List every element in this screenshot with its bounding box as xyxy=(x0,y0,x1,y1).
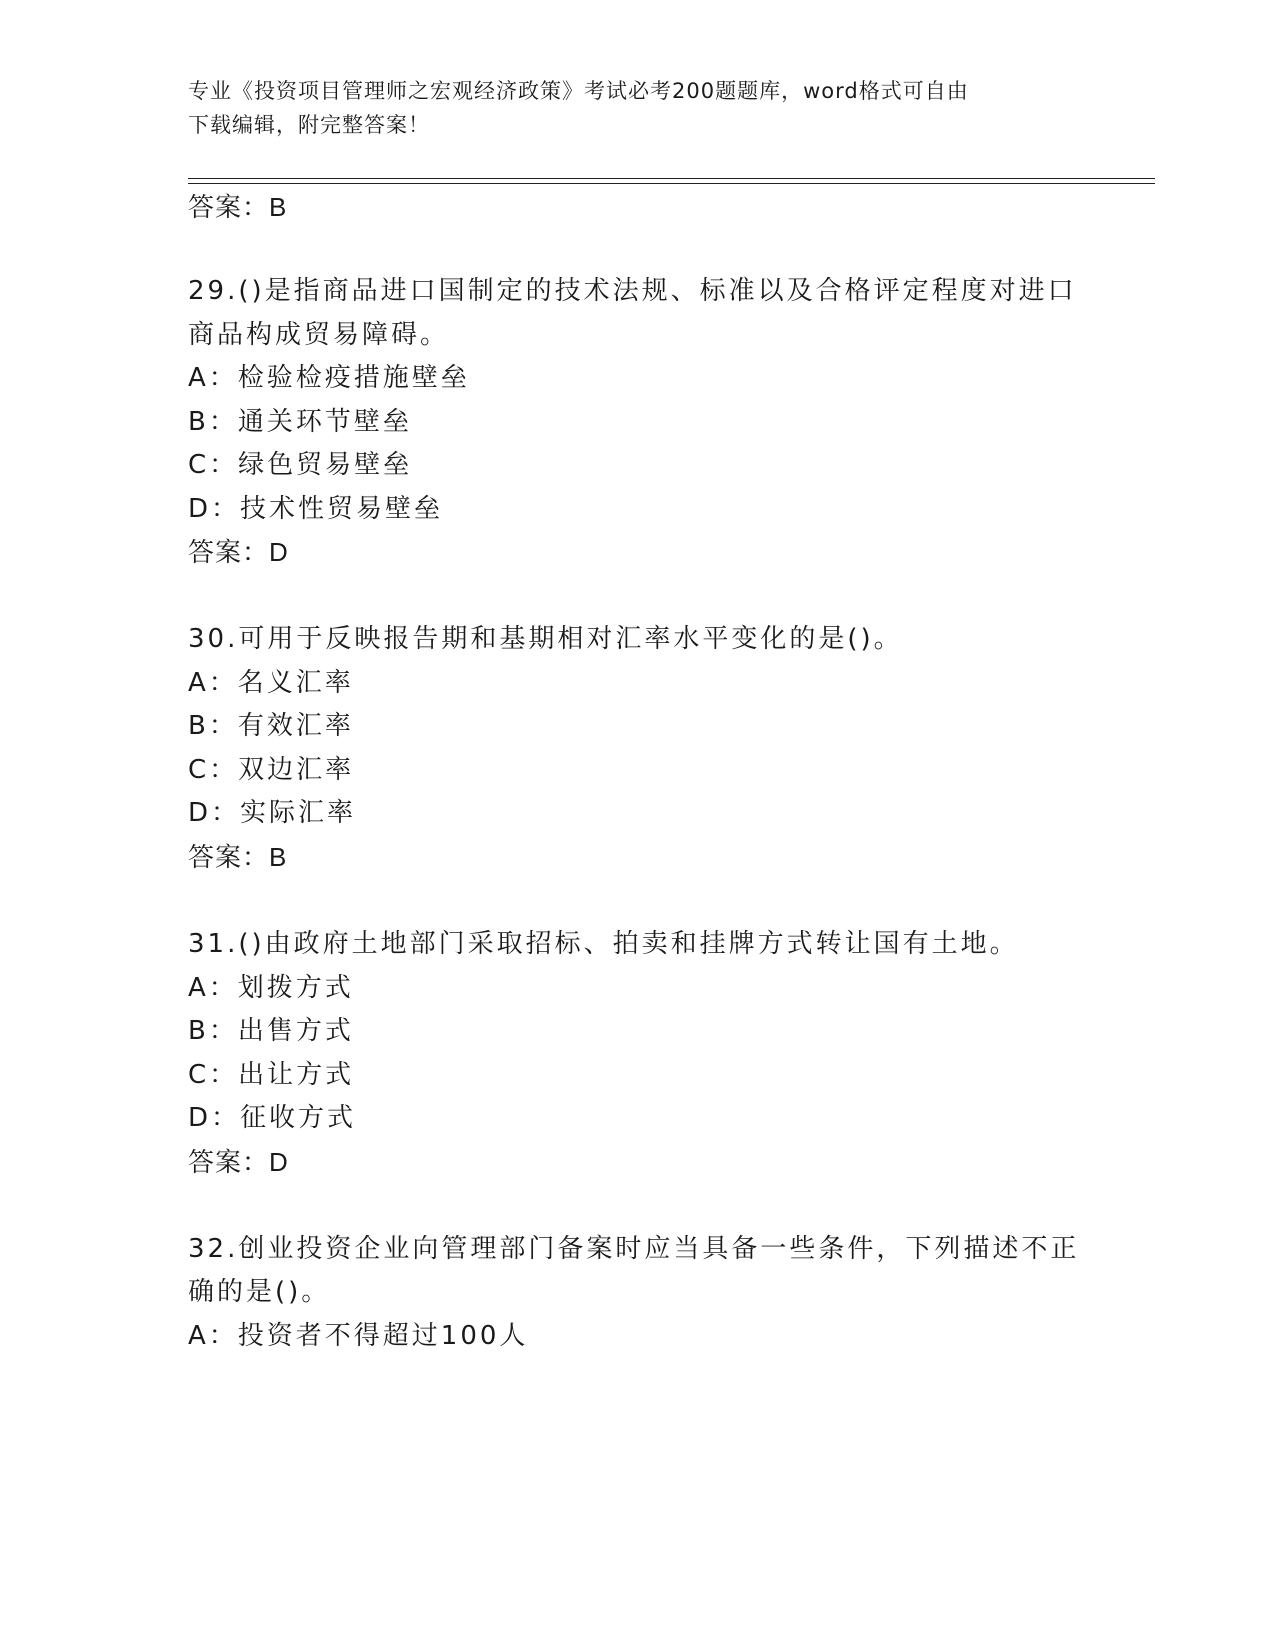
answer-prev: 答案：B xyxy=(188,192,288,222)
question-32-stem-line-2: 确的是()。 xyxy=(188,1277,331,1307)
question-29-answer: 答案：D xyxy=(188,537,289,567)
question-29-option-d: D：技术性贸易壁垒 xyxy=(188,494,444,524)
question-30-option-b: B：有效汇率 xyxy=(188,711,354,741)
question-29-option-a: A：检验检疫措施壁垒 xyxy=(188,363,470,393)
header-line-2: 下载编辑，附完整答案！ xyxy=(188,113,430,137)
question-32-stem-line-1: 32.创业投资企业向管理部门备案时应当具备一些条件，下列描述不正 xyxy=(188,1234,1080,1264)
question-29-stem-line-1: 29.()是指商品进口国制定的技术法规、标准以及合格评定程度对进口 xyxy=(188,276,1077,306)
question-30-stem-line-1: 30.可用于反映报告期和基期相对汇率水平变化的是()。 xyxy=(188,624,903,654)
question-31-option-a: A：划拨方式 xyxy=(188,973,354,1003)
question-31-option-c: C：出让方式 xyxy=(188,1060,355,1090)
question-30-option-c: C：双边汇率 xyxy=(188,755,355,785)
question-30-option-a: A：名义汇率 xyxy=(188,668,354,698)
question-32-option-a: A：投资者不得超过100人 xyxy=(188,1321,529,1351)
header-line-1: 专业《投资项目管理师之宏观经济政策》考试必考200题题库，word格式可自由 xyxy=(188,79,969,103)
question-29-option-b: B：通关环节壁垒 xyxy=(188,407,412,437)
question-31-option-d: D：征收方式 xyxy=(188,1103,357,1133)
document-header xyxy=(188,74,1088,142)
header-divider-top xyxy=(188,178,1155,179)
question-31-stem-line-1: 31.()由政府土地部门采取招标、拍卖和挂牌方式转让国有土地。 xyxy=(188,929,1019,959)
question-31-answer: 答案：D xyxy=(188,1147,289,1177)
question-30-answer: 答案：B xyxy=(188,842,288,872)
header-divider-bottom xyxy=(188,183,1155,184)
question-30-option-d: D：实际汇率 xyxy=(188,798,357,828)
question-29-stem-line-2: 商品构成贸易障碍。 xyxy=(188,320,450,350)
question-31-option-b: B：出售方式 xyxy=(188,1016,354,1046)
question-29-option-c: C：绿色贸易壁垒 xyxy=(188,450,413,480)
